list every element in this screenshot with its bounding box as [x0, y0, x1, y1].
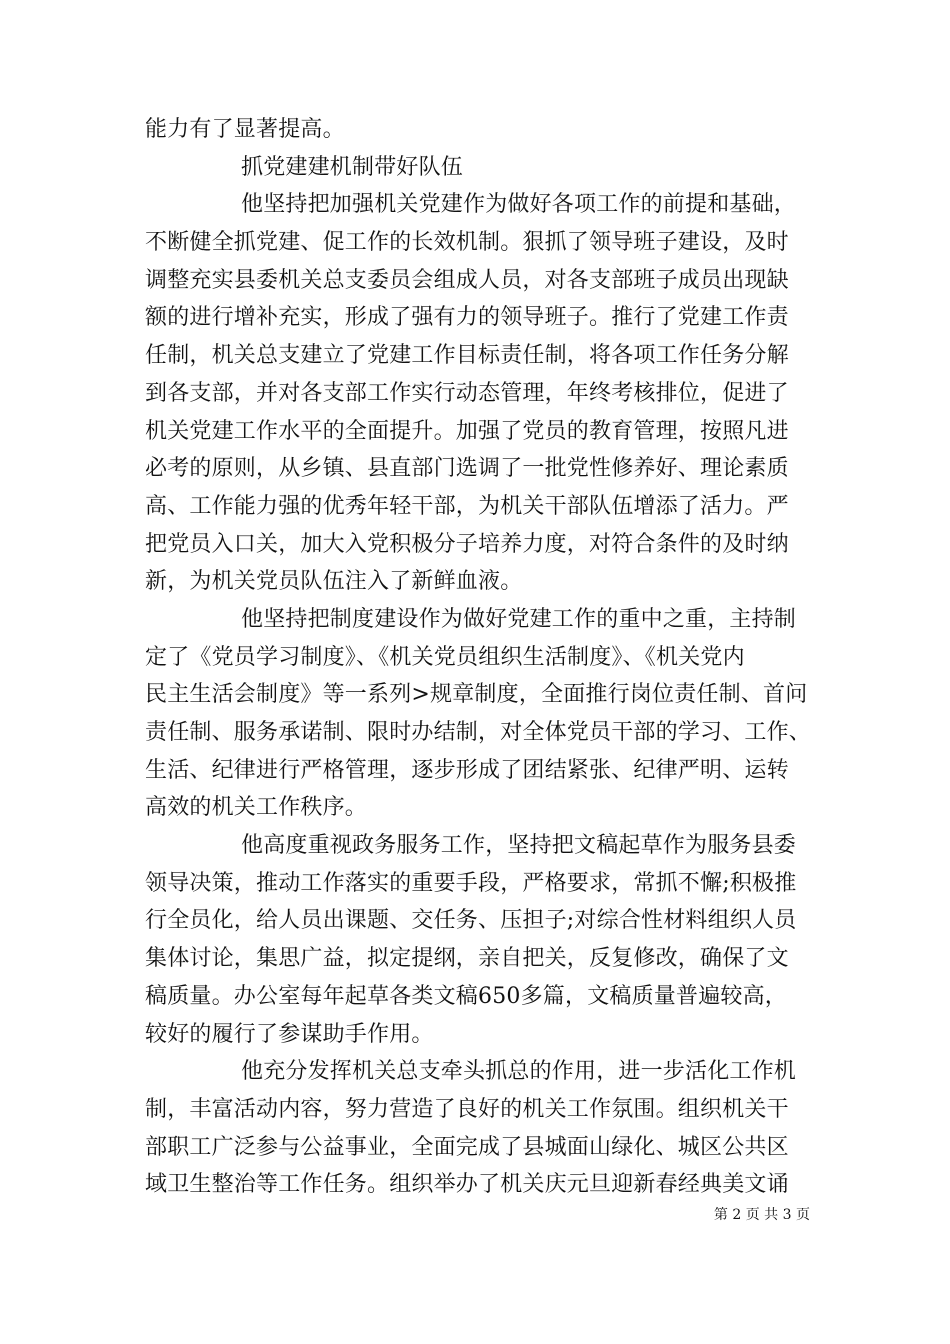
text-line: 调整充实县委机关总支委员会组成人员，对各支部班子成员出现缺 — [145, 267, 789, 293]
document-body — [145, 111, 825, 1204]
text-line: 部职工广泛参与公益事业，全面完成了县城面山绿化、城区公共区 — [145, 1134, 789, 1160]
text-line: 到各支部，并对各支部工作实行动态管理，年终考核排位，促进了 — [145, 380, 789, 406]
text-line: 必考的原则，从乡镇、县直部门选调了一批党性修养好、理论素质 — [145, 456, 789, 482]
text-line: 较好的履行了参谋助手作用。 — [145, 1021, 434, 1047]
text-line: 定了《党员学习制度》、《机关党员组织生活制度》、《机关党内 — [145, 644, 745, 670]
text-line: 制，丰富活动内容，努力营造了良好的机关工作氛围。组织机关干 — [145, 1096, 789, 1122]
text-line: 责任制、服务承诺制、限时办结制，对全体党员干部的学习、工作、 — [145, 720, 812, 745]
text-line: 领导决策，推动工作落实的重要手段，严格要求，常抓不懈;积极推 — [145, 870, 797, 896]
text-line: 他充分发挥机关总支牵头抓总的作用，进一步活化工作机 — [241, 1059, 797, 1085]
text-line: 额的进行增补充实，形成了强有力的领导班子。推行了党建工作责 — [145, 305, 789, 331]
section-heading: 抓党建建机制带好队伍 — [241, 154, 464, 180]
text-line: 高、工作能力强的优秀年轻干部，为机关干部队伍增添了活力。严 — [145, 493, 789, 519]
text-line: 他高度重视政务服务工作，坚持把文稿起草作为服务县委 — [241, 833, 797, 859]
text-line: 生活、纪律进行严格管理，逐步形成了团结紧张、纪律严明、运转 — [145, 757, 789, 783]
text-line: 新，为机关党员队伍注入了新鲜血液。 — [145, 569, 523, 595]
text-line: 行全员化，给人员出课题、交任务、压担子;对综合性材料组织人员 — [145, 908, 797, 934]
page-number-footer: 第 2 页 共 3 页 — [713, 1207, 810, 1223]
text-line: 机关党建工作水平的全面提升。加强了党员的教育管理，按照凡进 — [145, 418, 789, 444]
text-line: 集体讨论，集思广益，拟定提纲，亲自把关，反复修改，确保了文 — [145, 946, 789, 972]
text-line: 能力有了显著提高。 — [145, 117, 345, 142]
text-line: 民主生活会制度》等一系列>规章制度，全面推行岗位责任制、首问 — [145, 682, 808, 708]
text-line: 稿质量。办公室每年起草各类文稿650多篇，文稿质量普遍较高， — [145, 983, 787, 1009]
text-line: 高效的机关工作秩序。 — [145, 795, 368, 821]
text-line: 把党员入口关，加大入党积极分子培养力度，对符合条件的及时纳 — [145, 531, 789, 557]
text-line: 域卫生整治等工作任务。组织举办了机关庆元旦迎新春经典美文诵 — [145, 1172, 789, 1198]
text-line: 他坚持把加强机关党建作为做好各项工作的前提和基础， — [241, 192, 797, 218]
text-line: 他坚持把制度建设作为做好党建工作的重中之重，主持制 — [241, 606, 797, 632]
text-line: 不断健全抓党建、促工作的长效机制。狠抓了领导班子建设，及时 — [145, 230, 789, 256]
text-line: 任制，机关总支建立了党建工作目标责任制，将各项工作任务分解 — [145, 343, 789, 369]
